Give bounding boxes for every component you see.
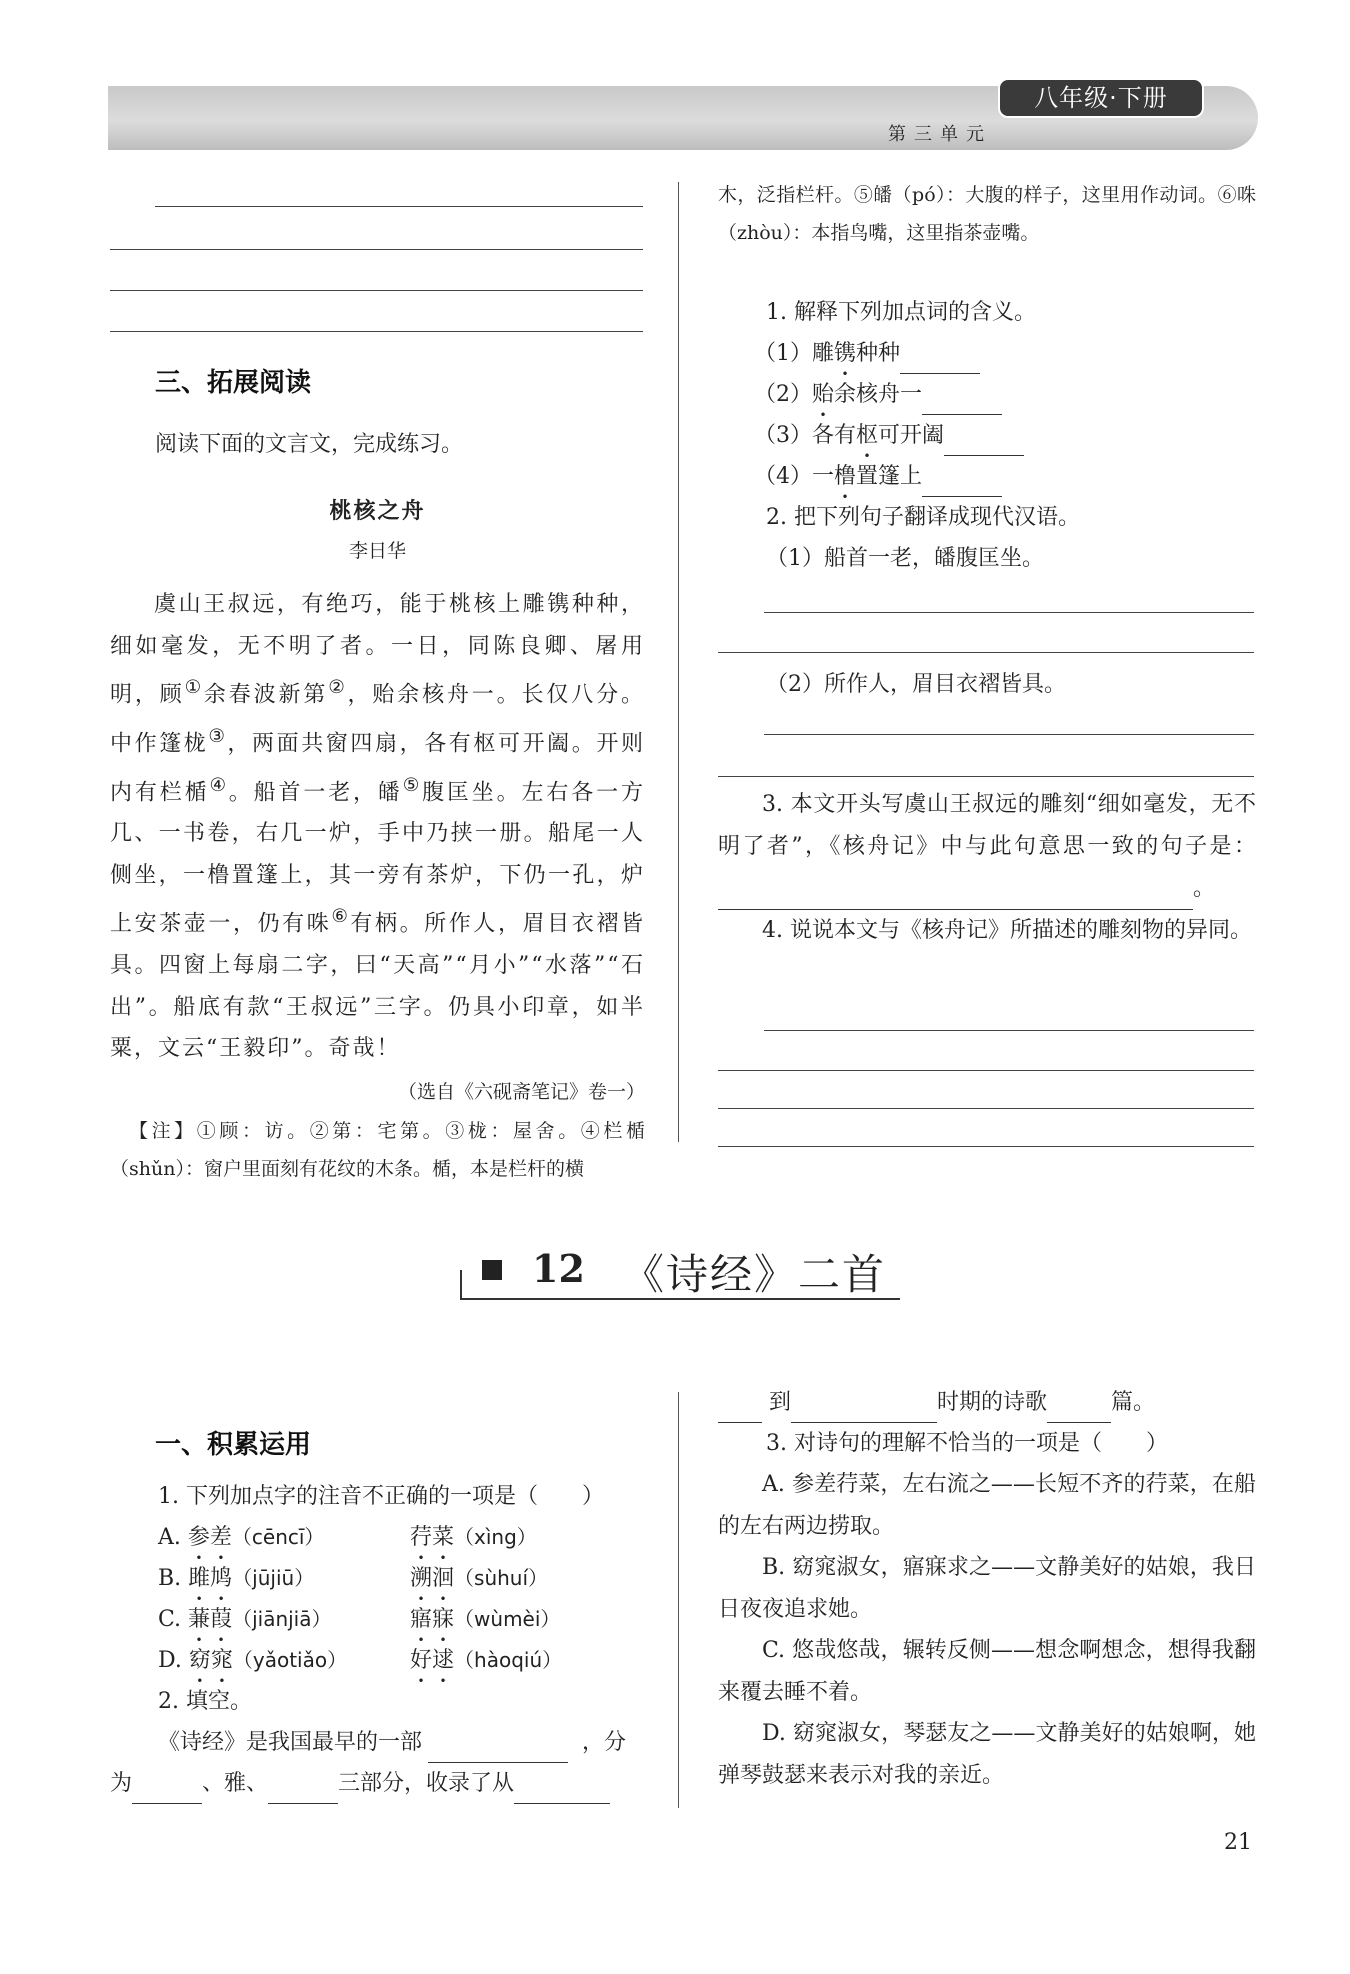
pinyin-text: （hàoqiú） xyxy=(454,1648,563,1672)
dotted-character: 葭 xyxy=(210,1607,233,1632)
option-label: D. xyxy=(158,1648,189,1673)
answer-line[interactable] xyxy=(718,652,1254,653)
mc-option-d: D. 窈窕淑女，琴瑟友之——文静美好的姑娘啊，她弹琴鼓瑟来表示对我的亲近。 xyxy=(718,1721,1256,1788)
option-right xyxy=(410,1525,537,1550)
question-1: 1. 解释下列加点词的含义。 xyxy=(766,300,1036,325)
fill-text: ，分 xyxy=(582,1730,627,1755)
questions-block-a xyxy=(718,292,1256,579)
pinyin-option[interactable] xyxy=(110,1640,645,1681)
section-heading-accumulation: 一、积累运用 xyxy=(155,1430,312,1460)
answer-line[interactable] xyxy=(718,1070,1254,1071)
questions-block-b xyxy=(110,1476,645,1804)
pinyin-text: （xìng） xyxy=(454,1525,537,1549)
questions-block-c xyxy=(718,1382,1256,1796)
mc-option-b: B. 窈窕淑女，寤寐求之——文静美好的姑娘，我日日夜夜追求她。 xyxy=(718,1555,1256,1622)
dotted-character: 镌 xyxy=(834,341,857,366)
pinyin-text: （wùmèi） xyxy=(454,1607,561,1631)
reading-instruction: 阅读下面的文言文，完成练习。 xyxy=(155,432,464,457)
question-1-item xyxy=(718,456,1256,497)
grade-badge: 八年级·下册 xyxy=(998,78,1204,118)
question-1-item xyxy=(718,333,1256,374)
dotted-character: 雎 xyxy=(188,1566,211,1591)
fill-question-2: 2. 填空。 xyxy=(158,1689,252,1714)
mc-option-c: C. 悠哉悠哉，辗转反侧——想念啊想念，想得我翻来覆去睡不着。 xyxy=(718,1638,1256,1705)
dotted-character: 参 xyxy=(187,1525,210,1550)
mc-question-1-options xyxy=(110,1517,645,1681)
option-right xyxy=(410,1566,548,1591)
question-2: 2. 把下列句子翻译成现代汉语。 xyxy=(766,505,1080,530)
mc-question-3: 3. 对诗句的理解不恰当的一项是（ ） xyxy=(766,1431,1168,1456)
item-number: （3） xyxy=(754,423,812,448)
answer-line[interactable] xyxy=(764,734,1254,735)
passage-body xyxy=(110,584,645,1188)
item-text: 余核舟一 xyxy=(834,382,923,407)
passage-note-continued-text: 木，泛指栏杆。⑤皤（pó）：大腹的样子，这里用作动词。⑥咮（zhòu）：本指鸟嘴，这里指茶壶嘴。 xyxy=(718,184,1256,244)
pinyin-text: （cēncī） xyxy=(231,1525,325,1549)
dotted-character: 橹 xyxy=(834,464,857,489)
option-left xyxy=(158,1599,410,1640)
question-2-item-2: （2）所作人，眉目衣褶皆具。 xyxy=(766,672,1066,697)
passage-text: 虞山王叔远，有绝巧，能于桃核上雕镌种种，细如毫发，无不明了者。一日，同陈良卿、屠用明，顾①余春波新第②，贻余核舟一。长仅八分。中作篷栊③，两面共窗四扇，各有枢可开阖。开则内有栏楯④。船首一老，皤⑤腹匡坐。左右各一方几、一书卷，右几一炉，手中乃挟一册。船尾一人侧坐，一橹置篷上，其一旁有茶炉，下仍一孔，炉上安茶壶一，仍有咮⑥有柄。所作人，眉目衣褶皆具。四窗上每扇二字，曰“天高”“月小”“水落”“石出”。船底有款“王叔远”三字。仍具小印章，如半粟，文云“王毅印”。奇哉！ xyxy=(110,592,645,1062)
item-number: （2） xyxy=(754,382,812,407)
pinyin-option[interactable] xyxy=(110,1599,645,1640)
answer-blank[interactable] xyxy=(922,470,1002,497)
chapter-number: 12 xyxy=(532,1246,585,1291)
dotted-character: 洄 xyxy=(432,1566,455,1591)
question-1-item xyxy=(718,415,1256,456)
item-text: 置篷上 xyxy=(856,464,923,489)
option-left xyxy=(158,1640,410,1681)
fill-text: 、雅、 xyxy=(202,1771,269,1796)
answer-line[interactable] xyxy=(110,249,643,250)
option-left xyxy=(158,1558,410,1599)
fill-line-1 xyxy=(110,1722,645,1763)
chapter-frame xyxy=(460,1270,462,1300)
column-divider xyxy=(678,1392,679,1808)
mc-question-1: 1. 下列加点字的注音不正确的一项是（ ） xyxy=(158,1484,604,1509)
answer-blank[interactable] xyxy=(428,1736,568,1763)
unit-title: 第三单元 xyxy=(888,124,992,145)
pinyin-text: （jiānjiā） xyxy=(232,1607,332,1631)
dotted-character: 寐 xyxy=(432,1607,455,1632)
option-left xyxy=(158,1517,410,1558)
option-right xyxy=(410,1607,560,1632)
answer-line[interactable] xyxy=(110,331,643,332)
question-1-item xyxy=(718,374,1256,415)
pinyin-text: （yǎotiǎo） xyxy=(232,1648,348,1672)
passage-note: 【注】①顾：访。②第：宅第。③栊：屋舍。④栏楯（shǔn）：窗户里面刻有花纹的木条。楯，本是栏杆的横 xyxy=(110,1119,645,1180)
dotted-character: 窈 xyxy=(188,1648,211,1673)
pinyin-option[interactable] xyxy=(110,1558,645,1599)
option-label: C. xyxy=(158,1607,189,1632)
answer-blank[interactable] xyxy=(944,429,1024,456)
answer-line[interactable] xyxy=(718,776,1254,777)
passage-title: 桃核之舟 xyxy=(329,498,426,524)
dotted-character: 好 xyxy=(410,1648,433,1673)
passage-author: 李日华 xyxy=(348,540,406,562)
dotted-character: 枢 xyxy=(856,423,879,448)
answer-line[interactable] xyxy=(718,1146,1254,1147)
answer-blank[interactable] xyxy=(1047,1396,1111,1423)
answer-line[interactable] xyxy=(764,1030,1254,1031)
fill-text: 到 xyxy=(769,1390,792,1415)
answer-blank[interactable] xyxy=(900,347,980,374)
answer-line[interactable] xyxy=(155,206,643,207)
question-3-block xyxy=(718,784,1256,952)
answer-blank[interactable] xyxy=(791,1396,937,1423)
dotted-character: 寤 xyxy=(410,1607,433,1632)
item-text: 各有 xyxy=(812,423,857,448)
fill-text: 三部分，收录了从 xyxy=(338,1771,515,1796)
chapter-title xyxy=(460,1240,900,1300)
fill-text: 篇。 xyxy=(1111,1390,1156,1415)
fill-text: 时期的诗歌 xyxy=(937,1390,1048,1415)
dotted-character: 菜 xyxy=(432,1525,455,1550)
chapter-name: 《诗经》二首 xyxy=(622,1250,887,1299)
fill-line-3 xyxy=(718,1382,1256,1423)
dotted-character: 逑 xyxy=(432,1648,455,1673)
answer-blank[interactable] xyxy=(922,388,1002,415)
question-4: 4. 说说本文与《核舟记》所描述的雕刻物的异同。 xyxy=(762,918,1252,943)
dotted-character: 鸠 xyxy=(210,1566,233,1591)
page-number: 21 xyxy=(1224,1830,1252,1855)
column-divider xyxy=(678,182,679,1142)
option-label: A. xyxy=(158,1525,188,1550)
option-right xyxy=(410,1648,562,1673)
fill-text: 为 xyxy=(110,1771,133,1796)
question-3-end: 。 xyxy=(1193,876,1216,901)
answer-blank[interactable] xyxy=(132,1777,202,1804)
question-2-item-1: （1）船首一老，皤腹匡坐。 xyxy=(766,546,1044,571)
answer-blank[interactable] xyxy=(268,1777,338,1804)
item-text: 种种 xyxy=(856,341,901,366)
answer-blank[interactable] xyxy=(514,1777,610,1804)
item-text: 雕 xyxy=(812,341,835,366)
item-number: （1） xyxy=(754,341,812,366)
item-text: 可开阖 xyxy=(878,423,945,448)
fill-line-2 xyxy=(110,1763,645,1804)
pinyin-text: （sùhuí） xyxy=(454,1566,549,1590)
dotted-character: 贻 xyxy=(812,382,835,407)
passage-source: （选自《六砚斋笔记》卷一） xyxy=(397,1080,645,1103)
item-number: （4） xyxy=(754,464,812,489)
dotted-character: 蒹 xyxy=(188,1607,211,1632)
option-label: B. xyxy=(158,1566,189,1591)
answer-line[interactable] xyxy=(110,290,643,291)
dotted-character: 荇 xyxy=(410,1525,433,1550)
answer-blank[interactable] xyxy=(718,883,1193,910)
item-text: 一 xyxy=(812,464,835,489)
question-1-items xyxy=(718,333,1256,497)
question-3 xyxy=(718,784,1256,910)
mc-option-a: A. 参差荇菜，左右流之——长短不齐的荇菜，在船的左右两边捞取。 xyxy=(718,1472,1256,1539)
passage-note-continued xyxy=(718,176,1256,252)
answer-blank[interactable] xyxy=(718,1396,762,1423)
section-heading-extended-reading: 三、拓展阅读 xyxy=(155,368,312,398)
dotted-character: 窕 xyxy=(210,1648,233,1673)
answer-line[interactable] xyxy=(764,612,1254,613)
dotted-character: 溯 xyxy=(410,1566,433,1591)
dotted-character: 差 xyxy=(209,1525,232,1550)
fill-text: 《诗经》是我国最早的一部 xyxy=(158,1730,423,1755)
question-3-text: 3. 本文开头写虞山王叔远的雕刻“细如毫发，无不明了者”，《核舟记》中与此句意思一致的句子是： xyxy=(718,792,1256,859)
square-icon xyxy=(482,1260,502,1280)
pinyin-text: （jūjiū） xyxy=(232,1566,315,1590)
pinyin-option[interactable] xyxy=(110,1517,645,1558)
answer-line[interactable] xyxy=(718,1108,1254,1109)
